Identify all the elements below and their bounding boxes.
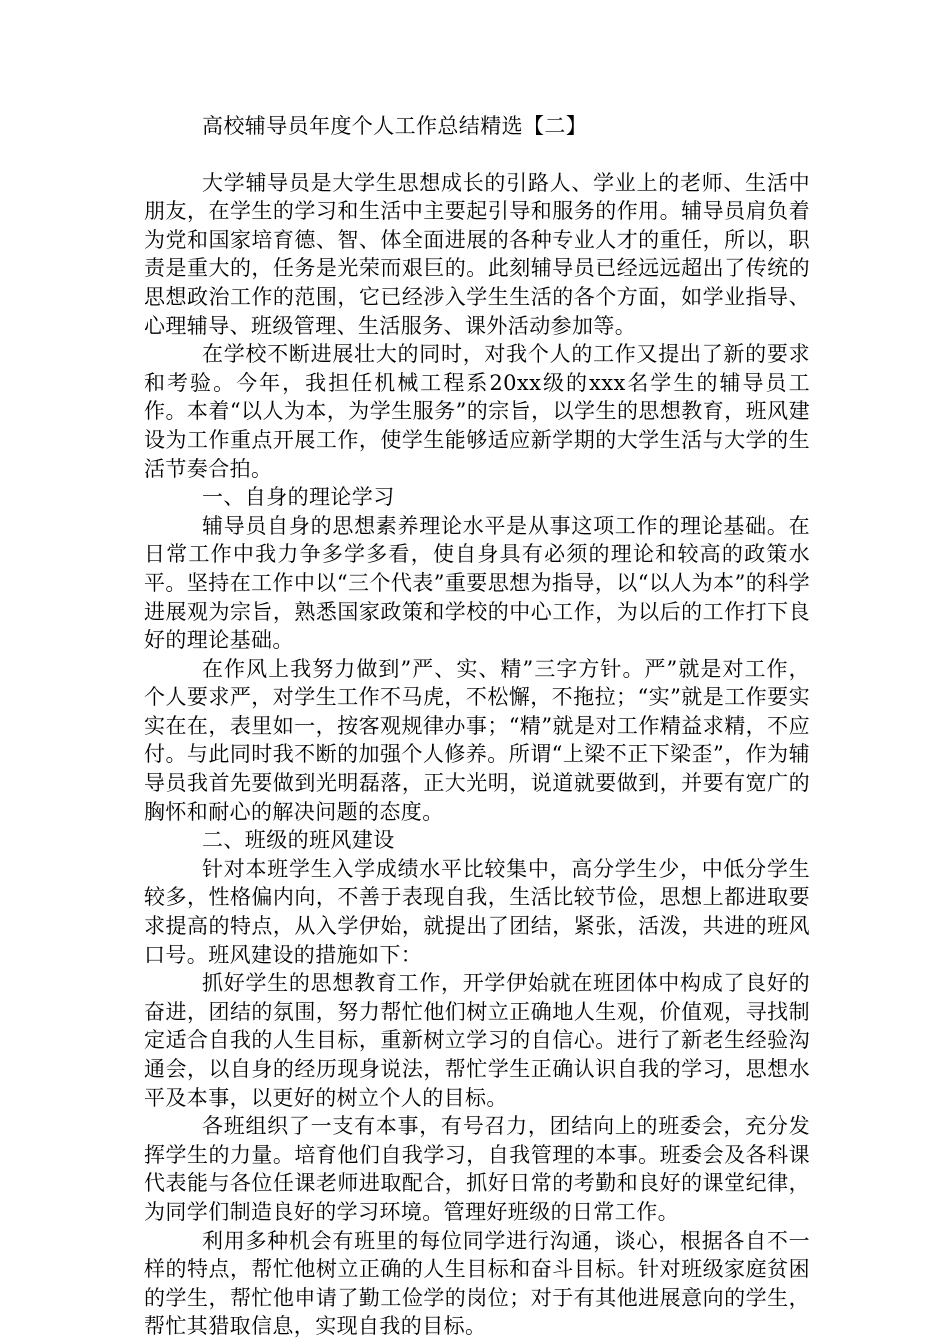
paragraph-theory-basis: 辅导员自身的思想素养理论水平是从事这项工作的理论基础。在日常工作中我力争多学多看，使自身具有必须的理论和较高的政策水平。坚持在工作中以“三个代表”重要思想为指导，以“以人为本”的科学进展观为宗旨，熟悉国家政策和学校的中心工作，为以后的工作打下良好的理论基础。 <box>144 513 810 653</box>
paragraph-thought-education: 抓好学生的思想教育工作，开学伊始就在班团体中构成了良好的奋进，团结的氛围，努力帮忙他们树立正确地人生观，价值观，寻找制定适合自我的人生目标，重新树立学习的自信心。进行了新老生经验沟通会，以自身的经历现身说法，帮忙学生正确认识自我的学习，思想水平及本事，以更好的树立个人的目标。 <box>144 971 810 1110</box>
section-heading-class-style: 二、班级的班风建设 <box>202 828 395 853</box>
document-title: 高校辅导员年度个人工作总结精选【二】 <box>202 114 588 138</box>
section-heading-theory: 一、自身的理论学习 <box>202 485 395 510</box>
paragraph-development: 在学校不断进展壮大的同时，对我个人的工作又提出了新的要求和考验。今年，我担任机械工程系20xx级的xxx名学生的辅导员工作。本着“以人为本，为学生服务”的宗旨，以学生的思想教育，班风建设为工作重点开展工作，使学生能够适应新学期的大学生活与大学的生活节奏合拍。 <box>144 342 810 481</box>
paragraph-communication: 利用多种机会有班里的每位同学进行沟通，谈心，根据各自不一样的特点，帮忙他树立正确的人生目标和奋斗目标。针对班级家庭贫困的学生，帮忙他申请了勤工俭学的岗位；对于有其他进展意向的学生，帮忙其猎取信息，实现自我的目标。 <box>144 1228 810 1339</box>
paragraph-intro: 大学辅导员是大学生思想成长的引路人、学业上的老师、生活中朋友，在学生的学习和生活中主要起引导和服务的作用。辅导员肩负着为党和国家培育德、智、体全面进展的各种专业人才的重任，所以，职责是重大的，任务是光荣而艰巨的。此刻辅导员已经远远超出了传统的思想政治工作的范围，它已经涉入学生生活的各个方面，如学业指导、心理辅导、班级管理、生活服务、课外活动参加等。 <box>144 170 810 338</box>
paragraph-work-style: 在作风上我努力做到”严、实、精”三字方针。严”就是对工作，个人要求严，对学生工作不马虎，不松懈，不拖拉；“实”就是工作要实实在在，表里如一，按客观规律办事；“精”就是对工作精益求精，不应付。与此同时我不断的加强个人修养。所谓“上梁不正下梁歪”，作为辅导员我首先要做到光明磊落，正大光明，说道就要做到，并要有宽广的胸怀和耐心的解决问题的态度。 <box>144 656 810 824</box>
paragraph-class-characteristics: 针对本班学生入学成绩水平比较集中，高分学生少，中低分学生较多，性格偏内向，不善于表现自我，生活比较节俭，思想上都进取要求提高的特点，从入学伊始，就提出了团结，紧张，活泼，共进的班风口号。班风建设的措施如下： <box>144 856 810 967</box>
document-page <box>144 112 810 1341</box>
paragraph-class-committee: 各班组织了一支有本事，有号召力，团结向上的班委会，充分发挥学生的力量。培育他们自我学习，自我管理的本事。班委会及各科课代表能与各位任课老师进取配合，抓好日常的考勤和良好的课堂纪律，为同学们制造良好的学习环境。管理好班级的日常工作。 <box>144 1114 810 1224</box>
